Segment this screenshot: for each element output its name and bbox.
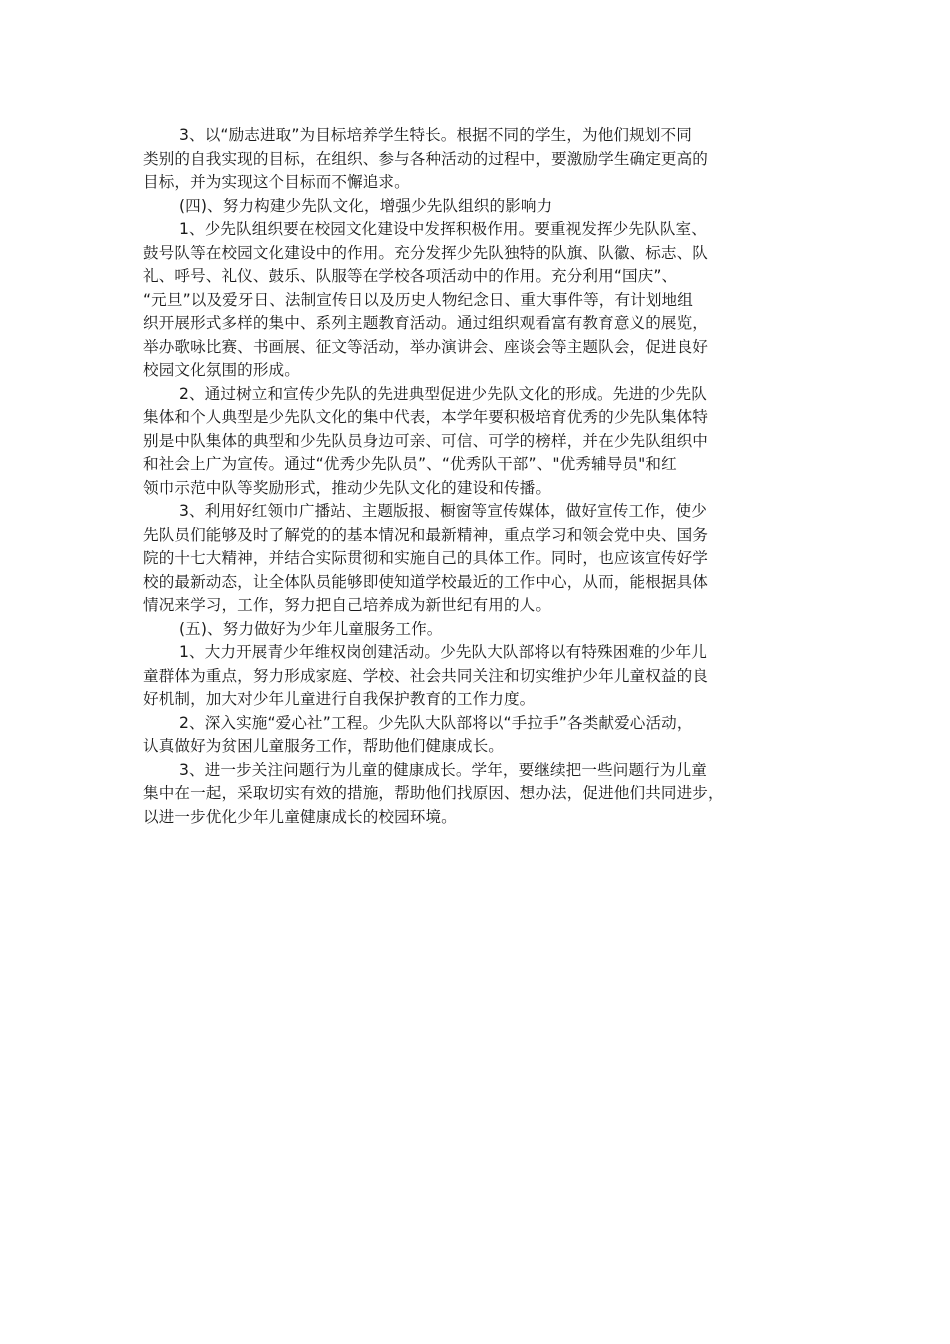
text-line: 先队员们能够及时了解党的的基本情况和最新精神，重点学习和领会党中央、国务 [143, 525, 708, 544]
text-line: 织开展形式多样的集中、系列主题教育活动。通过组织观看富有教育意义的展览， [143, 314, 708, 332]
paragraph-love-society [143, 712, 813, 759]
text-line: 类别的自我实现的目标，在组织、参与各种活动的过程中，要激励学生确定更高的 [143, 149, 708, 168]
text-line: 校的最新动态，让全体队员能够即使知道学校最近的工作中心，从而，能根据具体 [143, 572, 708, 591]
text-line: 集体和个人典型是少先队文化的集中代表，本学年要积极培育优秀的少先队集体特 [143, 408, 708, 426]
text-line: 和社会上广为宣传。通过“优秀少先队员”、“优秀队干部”、"优秀辅导员"和红 [143, 455, 677, 473]
paragraph-behavior-children [143, 759, 813, 830]
text-line: 好机制，加大对少年儿童进行自我保护教育的工作力度。 [143, 690, 536, 708]
document-body [143, 124, 813, 829]
paragraph-rights-protection [143, 641, 813, 712]
text-line: (五)、努力做好为少年儿童服务工作。 [179, 619, 443, 638]
text-line: 2、深入实施“爱心社”工程。少先队大队部将以“手拉手”各类献爱心活动， [179, 713, 693, 732]
text-line: 童群体为重点，努力形成家庭、学校、社会共同关注和切实维护少年儿童权益的良 [143, 666, 708, 685]
text-line: 鼓号队等在校园文化建设中的作用。充分发挥少先队独特的队旗、队徽、标志、队 [143, 243, 708, 262]
section-heading-5 [143, 618, 813, 642]
text-line: 集中在一起，采取切实有效的措施，帮助他们找原因、想办法，促进他们共同进步， [143, 784, 724, 802]
paragraph-role-models [143, 383, 813, 501]
paragraph-campus-culture [143, 218, 813, 383]
paragraph-publicity [143, 500, 813, 618]
section-heading-4 [143, 195, 813, 219]
text-line: 目标，并为实现这个目标而不懈追求。 [143, 173, 410, 191]
text-line: “元旦”以及爱牙日、法制宣传日以及历史人物纪念日、重大事件等，有计划地组 [143, 290, 693, 309]
text-line: 情况来学习，工作，努力把自己培养成为新世纪有用的人。 [143, 596, 552, 614]
text-line: 3、进一步关注问题行为儿童的健康成长。学年，要继续把一些问题行为儿童 [179, 760, 707, 779]
text-line: 3、以“励志进取”为目标培养学生特长。根据不同的学生，为他们规划不同 [179, 126, 692, 144]
paragraph-talent [143, 124, 813, 195]
text-line: 1、少先队组织要在校园文化建设中发挥积极作用。要重视发挥少先队队室、 [179, 220, 707, 238]
text-line: 举办歌咏比赛、书画展、征文等活动，举办演讲会、座谈会等主题队会，促进良好 [143, 337, 708, 356]
text-line: 2、通过树立和宣传少先队的先进典型促进少先队文化的形成。先进的少先队 [179, 384, 707, 403]
text-line: 以进一步优化少年儿童健康成长的校园环境。 [143, 807, 457, 826]
text-line: 礼、呼号、礼仪、鼓乐、队服等在学校各项活动中的作用。充分利用“国庆”、 [143, 267, 678, 285]
text-line: 认真做好为贫困儿童服务工作，帮助他们健康成长。 [143, 737, 504, 755]
text-line: 院的十七大精神，并结合实际贯彻和实施自己的具体工作。同时，也应该宣传好学 [143, 549, 708, 567]
text-line: 3、利用好红领巾广播站、主题版报、橱窗等宣传媒体，做好宣传工作，使少 [179, 502, 707, 520]
text-line: 1、大力开展青少年维权岗创建活动。少先队大队部将以有特殊困难的少年儿 [179, 643, 707, 661]
text-line: 校园文化氛围的形成。 [143, 361, 300, 379]
text-line: 领巾示范中队等奖励形式，推动少先队文化的建设和传播。 [143, 478, 552, 497]
text-line: (四)、努力构建少先队文化，增强少先队组织的影响力 [179, 196, 553, 215]
text-line: 别是中队集体的典型和少先队员身边可亲、可信、可学的榜样，并在少先队组织中 [143, 431, 708, 450]
